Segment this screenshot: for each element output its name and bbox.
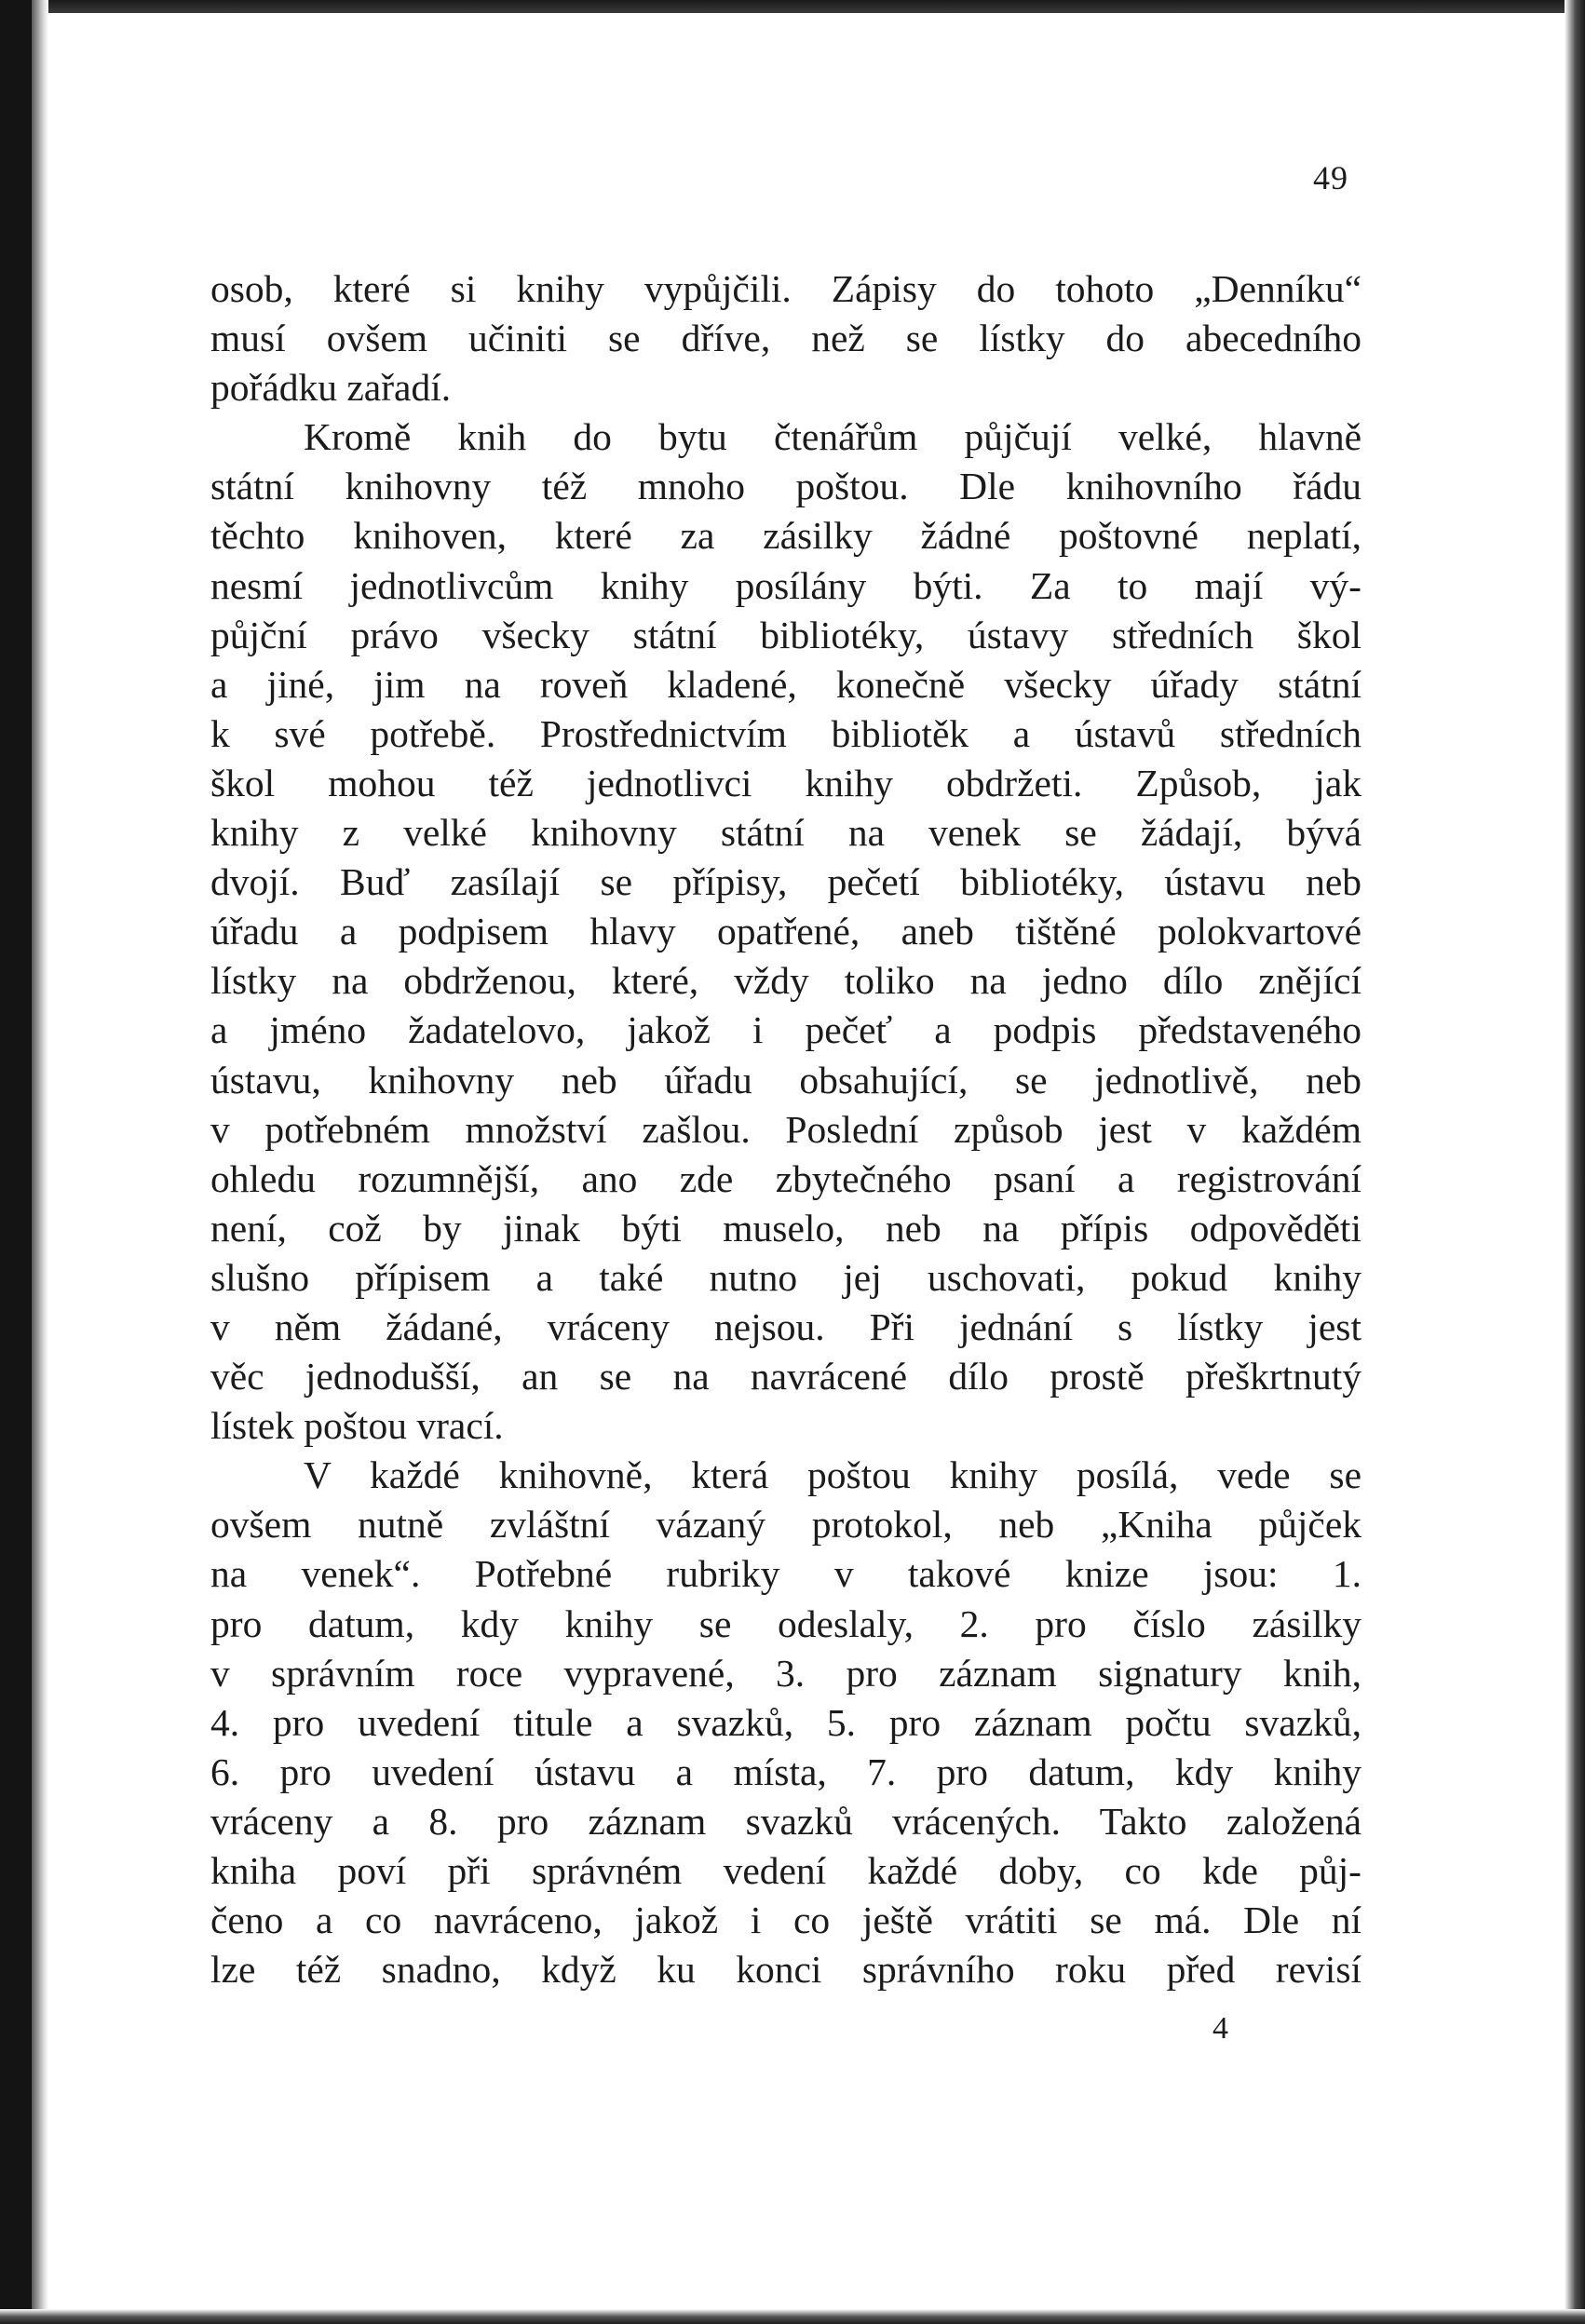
text-line: slušno přípisem a také nutno jej uschovati, pokud knihy (210, 1255, 1361, 1299)
text-line: nesmí jednotlivcům knihy posílány býti. Za to mají vý- (210, 563, 1361, 607)
scan-border-bottom (0, 2309, 1585, 2324)
text-line: pořádku zařadí. (210, 366, 452, 410)
text-line: knihy z velké knihovny státní na venek se žádají, bývá (210, 811, 1361, 855)
scan-border-left (0, 0, 32, 2324)
page-gutter-shadow (32, 0, 48, 2324)
text-line: lístky na obdrženou, které, vždy toliko na jedno dílo znějící (210, 959, 1361, 1003)
text-line: kniha poví při správném vedení každé doby, co kde půj- (210, 1849, 1361, 1892)
text-line: škol mohou též jednotlivci knihy obdržeti. Způsob, jak (210, 761, 1361, 804)
text-line: pro datum, kdy knihy se odeslaly, 2. pro číslo zásilky (210, 1601, 1361, 1645)
scan-border-top (0, 0, 1585, 13)
text-line: na venek“. Potřebné rubriky v takové knize jsou: 1. (210, 1552, 1361, 1596)
text-line: lze též snadno, když ku konci správního roku před revisí (210, 1948, 1361, 1992)
text-line: ústavu, knihovny neb úřadu obsahující, se jednotlivě, neb (210, 1058, 1361, 1101)
text-line: půjční právo všecky státní bibliotéky, ústavy středních škol (210, 613, 1361, 656)
page-number: 49 (1313, 159, 1348, 196)
text-line: k své potřebě. Prostřednictvím bibliotěk a ústavů středních (210, 711, 1361, 755)
text-line: těchto knihoven, které za zásilky žádné poštovné neplatí, (210, 514, 1361, 558)
text-line: čeno a co navráceno, jakož i co ještě vrátiti se má. Dle ní (210, 1898, 1361, 1942)
text-line: a jiné, jim na roveň kladené, konečně všecky úřady státní (210, 662, 1361, 706)
text-line: v správním roce vypravené, 3. pro záznam signatury knih, (210, 1651, 1361, 1695)
signature-mark: 4 (1212, 2011, 1228, 2046)
text-line: úřadu a podpisem hlavy opatřené, aneb tištěné polokvartové (210, 910, 1361, 953)
text-line: není, což by jinak býti muselo, neb na přípis odpověděti (210, 1206, 1361, 1250)
text-line: v potřebném množství zašlou. Poslední způsob jest v každém (210, 1107, 1361, 1151)
text-line: lístek poštou vrací. (210, 1404, 504, 1448)
text-line: 6. pro uvedení ústavu a místa, 7. pro datum, kdy knihy (210, 1750, 1361, 1793)
text-line: státní knihovny též mnoho poštou. Dle knihovního řádu (210, 465, 1361, 508)
text-line: osob, které si knihy vypůjčili. Zápisy do tohoto „Denníku“ (210, 267, 1361, 310)
text-line: v něm žádané, vráceny nejsou. Při jednání s lístky jest (210, 1304, 1361, 1348)
text-line: a jméno žadatelovo, jakož i pečeť a podpis představeného (210, 1008, 1361, 1052)
text-line: V každé knihovně, která poštou knihy posílá, vede se (304, 1453, 1361, 1497)
scan-border-right (1565, 0, 1585, 2324)
text-line: ovšem nutně zvláštní vázaný protokol, neb „Kniha půjček (210, 1503, 1361, 1547)
text-line: 4. pro uvedení titule a svazků, 5. pro záznam počtu svazků, (210, 1700, 1361, 1744)
text-line: musí ovšem učiniti se dříve, než se lístky do abecedního (210, 317, 1361, 360)
text-line: vráceny a 8. pro záznam svazků vrácených. Takto založená (210, 1799, 1361, 1843)
body-text (210, 264, 1361, 1994)
text-line: ohledu rozumnější, ano zde zbytečného psaní a registrování (210, 1156, 1361, 1200)
text-line: Kromě knih do bytu čtenářům půjčují velké, hlavně (304, 415, 1361, 459)
text-line: věc jednodušší, an se na navrácené dílo prostě přeškrtnutý (210, 1355, 1361, 1398)
text-line: dvojí. Buď zasílají se přípisy, pečetí bibliotéky, ústavu neb (210, 860, 1361, 904)
